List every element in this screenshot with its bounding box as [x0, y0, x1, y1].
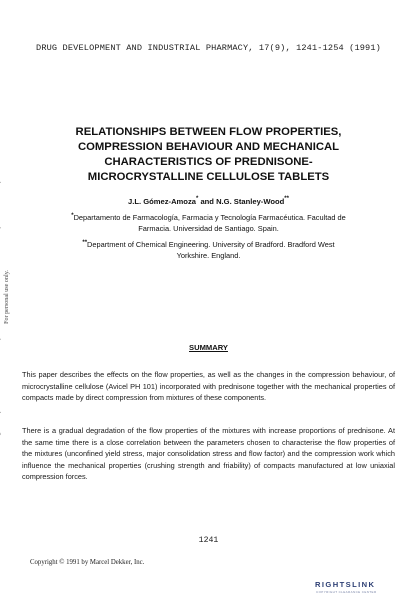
- rightslink-tagline: COPYRIGHT CLEARANCE CENTER: [316, 590, 377, 594]
- title-line: CHARACTERISTICS OF PREDNISONE-: [104, 156, 313, 168]
- title-line: RELATIONSHIPS BETWEEN FLOW PROPERTIES,: [75, 126, 342, 138]
- download-watermark: [0, 132, 28, 462]
- affiliation: [40, 238, 377, 261]
- journal-citation: DRUG DEVELOPMENT AND INDUSTRIAL PHARMACY, 17(9), 1241-1254 (1991): [36, 43, 381, 53]
- summary-paragraph: This paper describes the effects on the flow properties, as well as the changes in the compression behaviour, of microcrystalline cellulose (Avicel PH 101) incorporated with prednisone together with the mechanical properties of compacts made by direct compression from mixtures of these components.: [22, 370, 395, 402]
- author-list: [0, 196, 417, 206]
- affiliation-mark: **: [82, 240, 88, 246]
- watermark-line: For personal use only.: [4, 270, 10, 324]
- title-line: MICROCRYSTALLINE CELLULOSE TABLETS: [87, 171, 330, 183]
- author-mark: *: [195, 196, 199, 202]
- author-name: N.G. Stanley-Wood: [216, 197, 285, 206]
- summary-heading: SUMMARY: [189, 343, 228, 352]
- title-line: COMPRESSION BEHAVIOUR AND MECHANICAL: [77, 141, 340, 153]
- author-mark: **: [284, 196, 289, 202]
- author-conjunction: and: [200, 197, 214, 206]
- summary-paragraph: There is a gradual degradation of the flow properties of the mixtures with increase proportions of prednisone. At the same time there is a close correlation between the parameters chosen to characterise the flow properties of the mixtures (unconfined yield stress, major consolidation stress and flow factor) and the compression work which influence the mechanical properties (crushing strength and friability) of compacts manufactured at low uniaxial compression forces.: [22, 426, 395, 481]
- affiliation: [40, 211, 377, 234]
- page-number: 1241: [198, 536, 219, 545]
- article-title: [40, 125, 377, 185]
- author-name: J.L. Gómez-Amoza: [128, 197, 196, 206]
- copyright-notice: Copyright © 1991 by Marcel Dekker, Inc.: [30, 559, 145, 566]
- rightslink-logo[interactable]: RIGHTSLINK: [315, 580, 376, 589]
- affiliation-line: Yorkshire. England.: [176, 251, 241, 260]
- affiliation-line: Departamento de Farmacología, Farmacia y Tecnología Farmacéutica. Facultad de: [73, 213, 346, 222]
- affiliation-line: Department of Chemical Engineering. University of Bradford. Bradford West: [87, 240, 335, 249]
- affiliation-mark: *: [71, 213, 74, 219]
- affiliation-line: Farmacia. Universidad de Santiago. Spain.: [138, 224, 279, 233]
